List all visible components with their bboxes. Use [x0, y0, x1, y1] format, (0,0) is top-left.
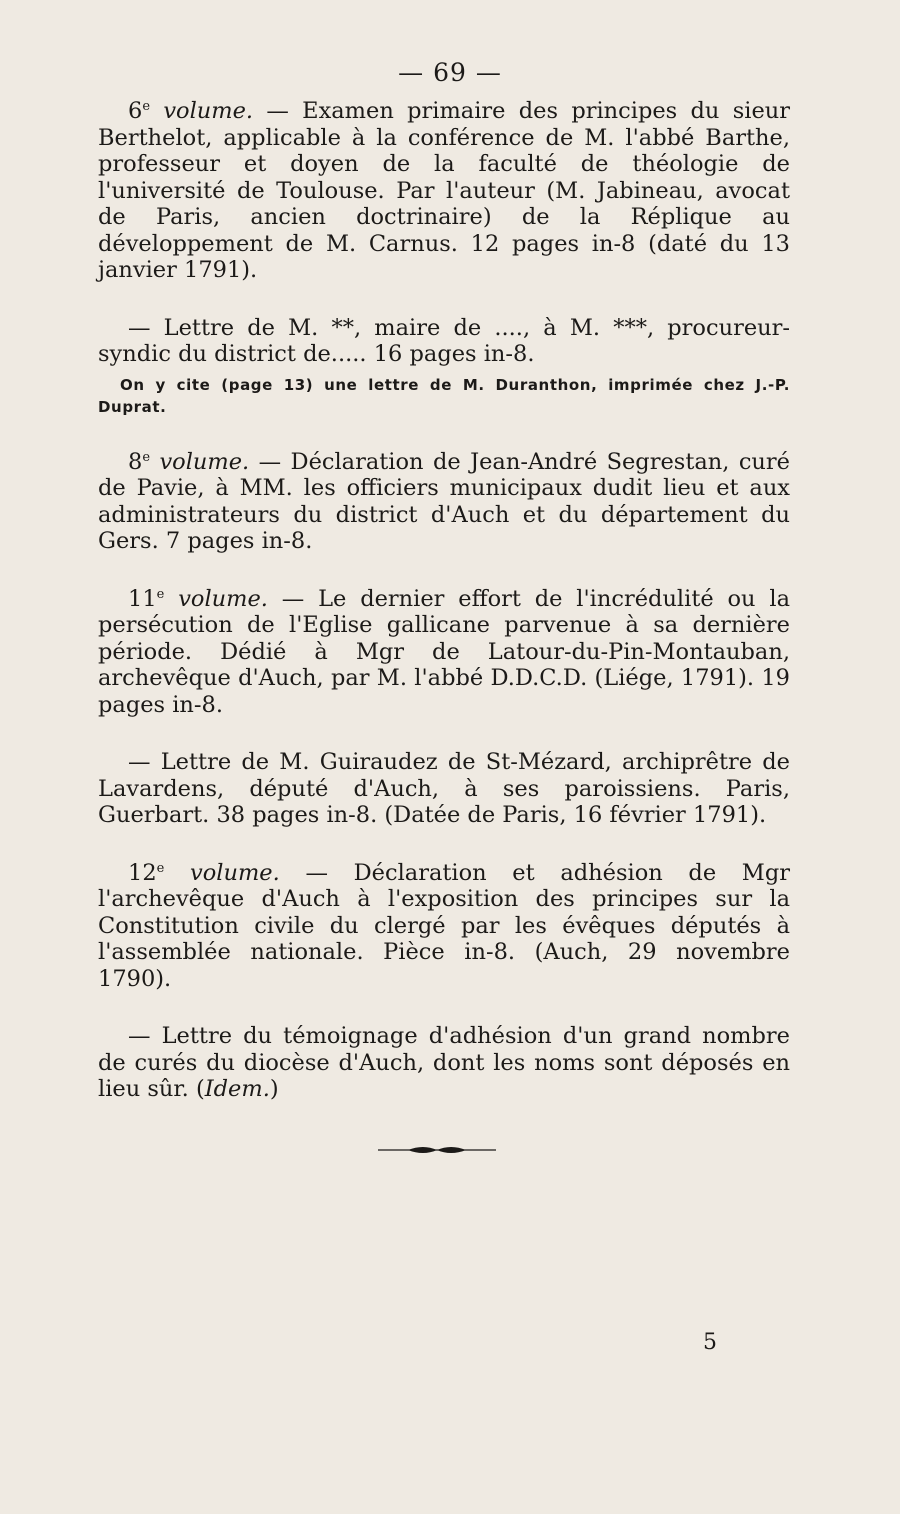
page-number: — 69 — [398, 58, 502, 87]
entry-note: On y cite (page 13) une lettre de M. Duranthon, imprimée chez J.-P. Duprat. [98, 375, 790, 416]
entry-volume-6 [98, 98, 790, 284]
volume-label: volume. [159, 448, 250, 475]
entry-text: — Lettre de M. Guiraudez de St-Mézard, archiprêtre de Lavardens, député d'Auch, à ses paroissiens. Paris, Guerbart. 38 pages in-8. (Datée de Paris, 16 février 1791). [98, 749, 790, 828]
end-ornament-rule [378, 1142, 496, 1158]
signature-mark: 5 [703, 1330, 717, 1355]
entry-volume-11 [98, 586, 790, 719]
entry-italic-tail: Idem. [204, 1076, 270, 1102]
volume-superscript: e [142, 99, 151, 114]
volume-superscript: e [156, 586, 165, 602]
entry-text: — Lettre du témoignage d'adhésion d'un grand nombre de curés du diocèse d'Auch, dont les noms sont déposés en lieu sûr. ( [98, 1023, 790, 1102]
entry-text: — Déclaration de Jean-André Segrestan, curé de Pavie, à MM. les officiers municipaux dudit lieu et aux administrateurs du district d'Auch et du département du Gers. 7 pages in-8. [98, 448, 790, 554]
entry-text: — Examen primaire des principes du sieur Berthelot, applicable à la conférence de M. l'abbé Barthe, professeur et doyen de la faculté de théologie de l'université de Toulouse. Par l'auteur (M. Jabineau, avocat de Paris, ancien doctrinaire) de la Réplique au développement de M. Carnus. 12 pages in-8 (daté du 13 janvier 1791). [98, 98, 790, 283]
entry-text: — Lettre de M. **, maire de ...., à M. ***, procureur-syndic du district de..... 16 pages in-8. [98, 314, 790, 367]
volume-label: volume. [178, 585, 268, 612]
volume-number: 8 [128, 448, 143, 475]
entry-lettre-maire [98, 315, 790, 368]
volume-number: 12 [128, 859, 157, 886]
entry-volume-8 [98, 449, 790, 555]
entry-lettre-guiraudez [98, 749, 790, 829]
entry-text: — Le dernier effort de l'incrédulité ou la persécution de l'Eglise gallicane parvenue à sa dernière période. Dédié à Mgr de Latour-du-Pin-Montauban, archevêque d'Auch, par M. l'abbé D.D.C.D. (Liége, 1791). 19 pages in-8. [98, 585, 790, 718]
volume-label: volume. [190, 859, 280, 886]
volume-number: 11 [128, 585, 157, 612]
entry-volume-12 [98, 860, 790, 993]
volume-superscript: e [156, 860, 165, 876]
entry-text: — Déclaration et adhésion de Mgr l'archevêque d'Auch à l'exposition des principes sur la Constitution civile du clergé par les évêques députés à l'assemblée nationale. Pièce in-8. (Auch, 29 novembre 1790). [98, 859, 791, 992]
volume-label: volume. [163, 98, 254, 124]
text-body [98, 98, 790, 1134]
entry-lettre-temoignage [98, 1023, 790, 1103]
volume-number: 6 [128, 98, 143, 124]
entry-tail-close: ) [269, 1076, 279, 1102]
volume-superscript: e [142, 449, 151, 465]
